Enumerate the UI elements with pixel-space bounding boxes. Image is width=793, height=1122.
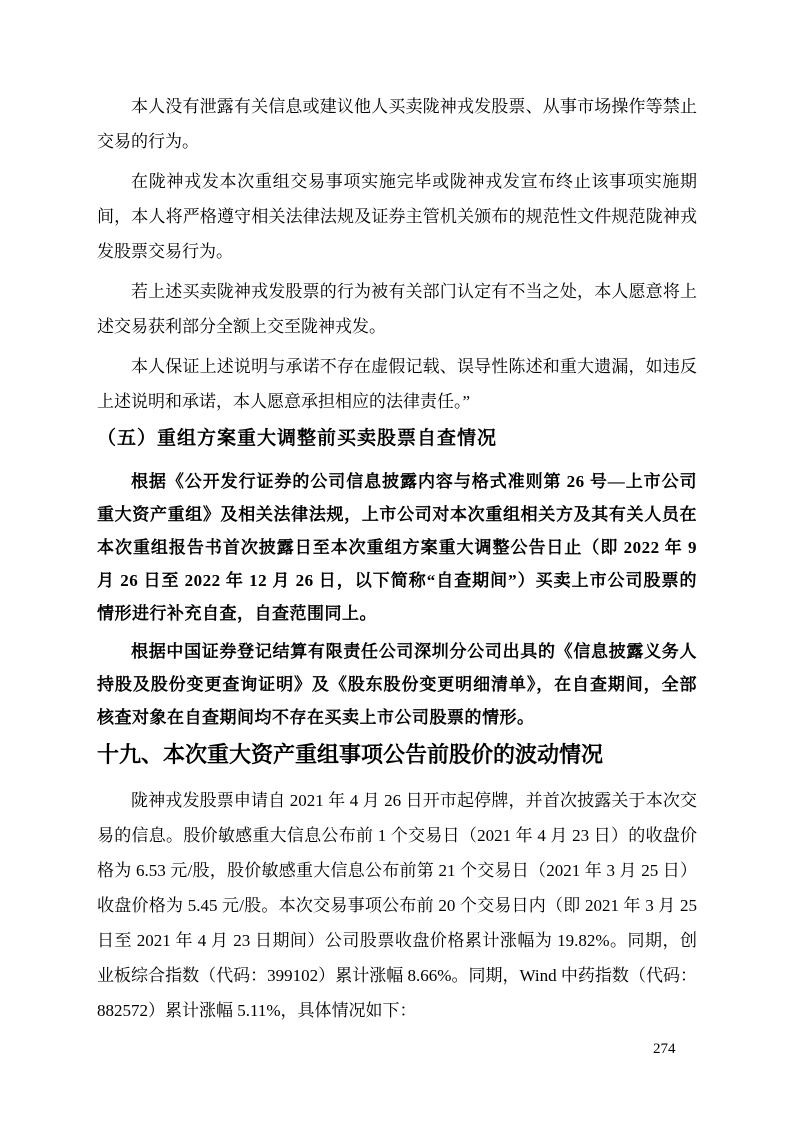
quote-paragraph-2: 在陇神戎发本次重组交易事项实施完毕或陇神戎发宣布终止该事项实施期间，本人将严格遵守相关法律法规及证券主管机关颁布的规范性文件规范陇神戎发股票交易行为。	[97, 172, 697, 261]
quote-paragraph-1: 本人没有泄露有关信息或建议他人买卖陇神戎发股票、从事市场操作等禁止交易的行为。	[97, 97, 697, 151]
section19-paragraph-1: 陇神戎发股票申请自 2021 年 4 月 26 日开市起停牌，并首次披露关于本次交易的信息。股价敏感重大信息公布前 1 个交易日（2021 年 4 月 23 日）的收盘价格为 6.53 元/股，股价敏感重大信息公布前第 21 个交易日（2021 年 3 月 25 日）收盘价格为 5.45 元/股。本次交易事项公布前 20 个交易日内（即 2021 年 3 月 25 日至 2021 年 4 月 23 日期间）公司股票收盘价格累计涨幅为 19.82%。同期，创业板综合指数（代码：399102）累计涨幅 8.66%。同期，Wind 中药指数（代码：882572）累计涨幅 5.11%，具体情况如下：	[97, 791, 697, 1020]
page-content	[97, 89, 697, 1033]
section5-paragraph-1: 根据《公开发行证券的公司信息披露内容与格式准则第 26 号—上市公司重大资产重组》及相关法律法规，上市公司对本次重组相关方及其有关人员在本次重组报告书首次披露日至本次重组方案重大调整公告日止（即 2022 年 9 月 26 日至 2022 年 12 月 26 日，以下简称“自查期间”）买卖上市公司股票的情形进行补充自查，自查范围同上。	[97, 472, 697, 623]
quote-paragraph-3: 若上述买卖陇神戎发股票的行为被有关部门认定有不当之处，本人愿意将上述交易获利部分全额上交至陇神戎发。	[97, 282, 697, 336]
section-heading-five: （五）重组方案重大调整前买卖股票自查情况	[97, 428, 498, 449]
section-heading-nineteen: 十九、本次重大资产重组事项公告前股价的波动情况	[97, 742, 604, 767]
page-number: 274	[653, 1041, 676, 1057]
quote-paragraph-4: 本人保证上述说明与承诺不存在虚假记载、误导性陈述和重大遗漏，如违反上述说明和承诺，本人愿意承担相应的法律责任。”	[97, 357, 697, 411]
section5-paragraph-2: 根据中国证券登记结算有限责任公司深圳分公司出具的《信息披露义务人持股及股份变更查询证明》及《股东股份变更明细清单》，在自查期间，全部核查对象在自查期间均不存在买卖上市公司股票的情形。	[97, 642, 697, 727]
